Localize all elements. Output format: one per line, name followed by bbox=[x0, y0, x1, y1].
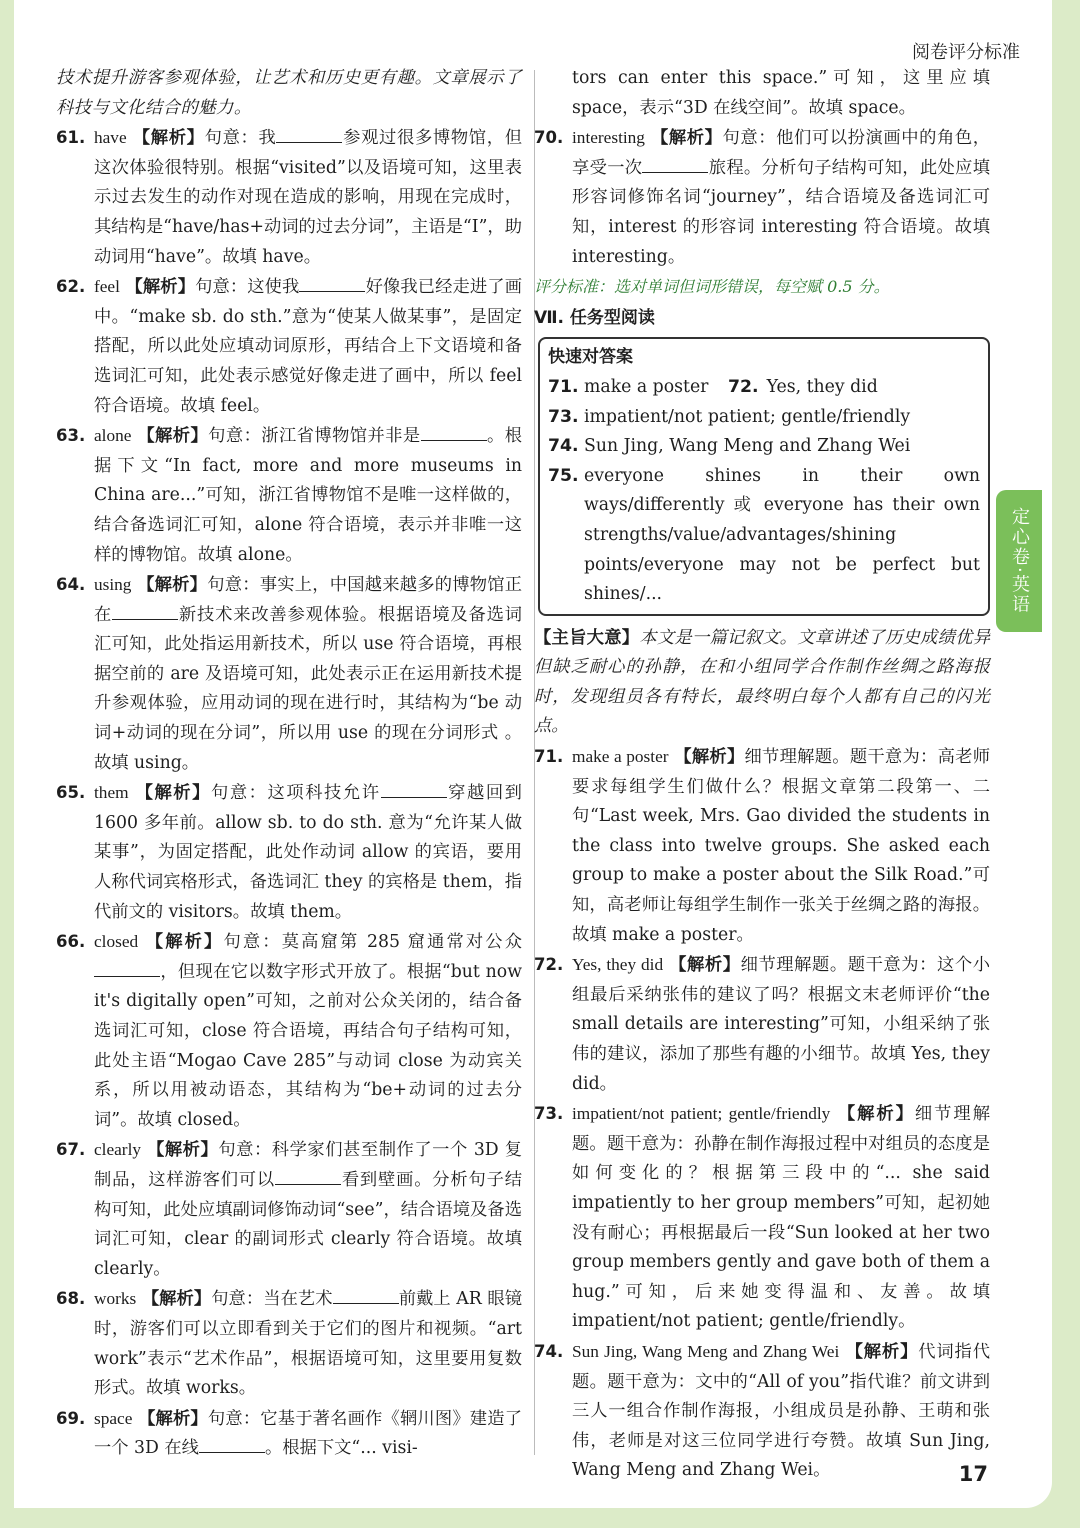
item-text: 细节理解题。题干意为：这个小组最后采纳张伟的建议了吗？根据文末老师评价“the small details are interesting”可知，小组采纳了张伟的建议，添加了那些有趣的小细节。故填 Yes, they did。 bbox=[572, 955, 990, 1094]
item-number: 69. bbox=[56, 1408, 86, 1428]
item-text: 代词指代题。题干意为：文中的“All of you”指代谁？前文讲到三人一组合作制作海报，小组成员是孙静、王萌和张伟，老师是对这三位同学进行夸赞。故填 Sun Jing, Wang Meng and Zhang Wei。 bbox=[572, 1341, 990, 1481]
right-items bbox=[534, 742, 990, 1486]
quick-answer-title: 快速对答案 bbox=[548, 347, 633, 368]
item-text-a: 句意：事实上，中国越来越多的博物馆正在 bbox=[94, 575, 522, 625]
left-column bbox=[56, 64, 522, 1464]
answer-item-66 bbox=[56, 927, 522, 1135]
quick-text: Yes, they did bbox=[766, 376, 878, 397]
item-answer: feel bbox=[94, 277, 120, 297]
analysis-tag: 【解析】 bbox=[145, 932, 224, 953]
item-text-b: 参观过很多博物馆，但这次体验很特别。根据“visited”以及语境可知，这里表示过去发生的动作对现在造成的影响，用现在完成时，其结构是“have/has+动词的过去分词”，主语是“I”，助动词用“have”。故填 have。 bbox=[94, 128, 522, 267]
item-number: 72. bbox=[534, 955, 564, 975]
answer-item-72 bbox=[534, 950, 990, 1099]
blank-line bbox=[112, 603, 178, 620]
item-number: 61. bbox=[56, 128, 86, 148]
quick-text: everyone shines in their own ways/differently 或 everyone has their own strengths/value/advantages/shining points/everyone may not be perfect but shines/... bbox=[584, 465, 980, 605]
analysis-tag: 【解析】 bbox=[845, 1341, 919, 1362]
item-answer: make a poster bbox=[572, 747, 669, 767]
item-text-a: 句意：这项科技允许 bbox=[211, 783, 381, 804]
item-answer: space bbox=[94, 1408, 133, 1428]
item-answer: closed bbox=[94, 932, 139, 952]
item-answer: using bbox=[94, 575, 132, 595]
quick-text: make a poster bbox=[584, 376, 709, 397]
quick-number: 72. bbox=[727, 376, 759, 397]
quick-answer-row bbox=[548, 462, 980, 610]
quick-number: 71. bbox=[548, 376, 579, 397]
item-text-b: 好像我已经走进了画中。“make sb. do sth.”意为“使某人做某事”，是固定搭配，所以此处应填动词原形，再结合上下文语境和备选词汇可知，此处表示感觉好像走进了画中，所以 feel 符合语境。故填 feel。 bbox=[94, 277, 522, 416]
item-answer: Yes, they did bbox=[572, 955, 664, 975]
blank-line bbox=[333, 1287, 399, 1304]
item-text: 细节理解题。题干意为：高老师要求每组学生们做什么？根据文章第二段第一、二句“Last week, Mrs. Gao divided the students in the class into twelve groups. She asked each group to make a poster about the Silk Road.”可知，高老师让每组学生制作一张关于丝绸之路的海报。故填 make a poster。 bbox=[572, 747, 990, 945]
analysis-tag: 【解析】 bbox=[141, 1289, 212, 1310]
item-answer: them bbox=[94, 783, 129, 803]
answer-item-74 bbox=[534, 1337, 990, 1486]
item-text-a: 句意：当在艺术 bbox=[211, 1289, 333, 1310]
quick-answer-row bbox=[548, 373, 980, 403]
quick-answer-row bbox=[548, 403, 980, 433]
item-text-b: 。根据下文“... visi- bbox=[264, 1438, 418, 1459]
blank-line bbox=[299, 275, 365, 292]
item-number: 68. bbox=[56, 1289, 86, 1309]
analysis-tag: 【解析】 bbox=[651, 128, 723, 149]
quick-number: 73. bbox=[548, 406, 579, 427]
item-text-b: 穿越回到 1600 多年前。allow sb. to do sth. 意为“允许某人做某事”，为固定搭配，此处作动词 allow 的宾语，要用人称代词宾格形式，备选词汇 they 的宾格是 them，指代前文的 visitors。故填 them。 bbox=[94, 783, 522, 922]
blank-line bbox=[276, 126, 342, 143]
item-answer: interesting bbox=[572, 128, 645, 148]
item-text-a: 句意：浙江省博物馆并非是 bbox=[208, 426, 421, 447]
item-text-b: 前戴上 AR 眼镜时，游客们可以立即看到关于它们的图片和视频。“art work”表示“艺术作品”，根据语境可知，这里要用复数形式。故填 works。 bbox=[94, 1289, 522, 1399]
item-answer: works bbox=[94, 1289, 137, 1309]
analysis-tag: 【解析】 bbox=[137, 575, 208, 596]
blank-line bbox=[642, 156, 708, 173]
scoring-standard: 评分标准：选对单词但词形错误，每空赋 0.5 分。 bbox=[534, 277, 890, 297]
analysis-tag: 【解析】 bbox=[132, 128, 205, 149]
analysis-tag: 【解析】 bbox=[674, 747, 745, 768]
blank-line bbox=[275, 1168, 341, 1185]
quick-answer-row bbox=[548, 432, 980, 462]
item-number: 63. bbox=[56, 426, 86, 446]
analysis-tag: 【解析】 bbox=[125, 277, 196, 298]
item-number: 73. bbox=[534, 1104, 564, 1124]
answer-item-69 bbox=[56, 1404, 522, 1464]
analysis-tag: 【解析】 bbox=[147, 1140, 219, 1161]
right-column bbox=[534, 64, 990, 1486]
blank-line bbox=[381, 781, 447, 798]
item-text-b: ，但现在它以数字形式开放了。根据“but now it's digitally open”可知，之前对公众关闭的，结合备选词汇可知，close 符合语境，再结合句子结构可知，此处主语“Mogao Cave 285”与动词 close 为动宾关系，所以用被动语态，其结构为“be+动词的过去分词”。故填 closed。 bbox=[94, 961, 522, 1130]
answer-item-68 bbox=[56, 1284, 522, 1403]
quick-number: 75. bbox=[548, 465, 579, 486]
page-number: 17 bbox=[958, 1462, 988, 1486]
answer-item-64 bbox=[56, 570, 522, 778]
analysis-tag: 【解析】 bbox=[137, 426, 209, 447]
main-idea-text: 本文是一篇记叙文。文章讲述了历史成绩优异但缺乏耐心的孙静，在和小组同学合作制作丝绸之路海报时，发现组员各有特长，最终明白每个人都有自己的闪光点。 bbox=[534, 627, 990, 737]
item-number: 66. bbox=[56, 932, 86, 952]
item-number: 67. bbox=[56, 1140, 86, 1160]
blank-line bbox=[199, 1436, 265, 1453]
item-text-a: 句意：它基于著名画作《辋川图》建造了一个 3D 在线 bbox=[94, 1408, 522, 1459]
quick-text: Sun Jing, Wang Meng and Zhang Wei bbox=[584, 436, 911, 457]
item-number: 65. bbox=[56, 783, 86, 803]
analysis-tag: 【解析】 bbox=[837, 1104, 915, 1125]
item-answer: impatient/not patient; gentle/friendly bbox=[572, 1104, 831, 1124]
item-text-b: 看到壁画。分析句子结构可知，此处应填副词修饰动词“see”，结合语境及备选词汇可知，clear 的副词形式 clearly 符合语境。故填 clearly。 bbox=[94, 1169, 522, 1279]
page-header: 阅卷评分标准 bbox=[912, 42, 1020, 63]
item-answer: have bbox=[94, 128, 127, 148]
main-idea bbox=[534, 624, 990, 742]
quick-number: 74. bbox=[548, 436, 579, 457]
side-tab: 定心卷·英语 bbox=[996, 490, 1042, 632]
analysis-tag: 【解析】 bbox=[135, 783, 211, 804]
item-number: 71. bbox=[534, 747, 564, 767]
item-text-a: 句意：科学家们甚至制作了一个 3D 复制品，这样游客们可以 bbox=[94, 1140, 522, 1190]
intro-text: 技术提升游客参观体验，让艺术和历史更有趣。文章展示了科技与文化结合的魅力。 bbox=[56, 68, 522, 118]
left-items bbox=[56, 123, 522, 1464]
blank-line bbox=[94, 960, 160, 977]
item-text: 细节理解题。题干意为：孙静在制作海报过程中对组员的态度是如何变化的？根据第三段中的“... she said impatiently to her group members”可知，起初她没有耐心；再根据最后一段“Sun looked at her two group members gently and gave both of them a hug.”可知，后来她变得温和、友善。故填 impatient/not patient; gentle/friendly。 bbox=[572, 1104, 990, 1332]
continuation-69: tors can enter this space.”可知，这里应填 space，表示“3D 在线空间”。故填 space。 bbox=[572, 68, 990, 118]
analysis-tag: 【解析】 bbox=[669, 955, 741, 976]
item-text-a: 句意：他们可以扮演画中的角色，享受一次 bbox=[572, 128, 990, 178]
answer-item-63 bbox=[56, 421, 522, 570]
quick-text: impatient/not patient; gentle/friendly bbox=[584, 406, 911, 427]
section-title: Ⅶ. 任务型阅读 bbox=[534, 307, 655, 328]
answer-item-62 bbox=[56, 272, 522, 421]
item-text-b: 新技术来改善参观体验。根据语境及备选词汇可知，此处指运用新技术，所以 use 符合语境，再根据空前的 are 及语境可知，此处表示正在运用新技术提升参观体验，应用动词的现在进行时，其结构为“be 动词+动词的现在分词”，所以用 use 的现在分词形式 。故填 using。 bbox=[94, 604, 522, 773]
item-text-a: 句意：这使我 bbox=[195, 277, 300, 298]
item-number: 64. bbox=[56, 575, 86, 595]
item-number: 70. bbox=[534, 128, 564, 148]
answer-item-65 bbox=[56, 778, 522, 927]
answer-item-67 bbox=[56, 1135, 522, 1284]
item-answer: alone bbox=[94, 426, 132, 446]
item-number: 74. bbox=[534, 1341, 564, 1361]
main-idea-tag: 【主旨大意】 bbox=[534, 627, 640, 648]
item-answer: clearly bbox=[94, 1140, 142, 1160]
answer-item-70 bbox=[534, 123, 990, 272]
item-answer: Sun Jing, Wang Meng and Zhang Wei bbox=[572, 1341, 840, 1361]
blank-line bbox=[421, 424, 487, 441]
item-text-a: 句意：莫高窟第 285 窟通常对公众 bbox=[223, 932, 522, 953]
item-text-a: 句意：我 bbox=[204, 128, 277, 149]
analysis-tag: 【解析】 bbox=[138, 1408, 208, 1429]
item-number: 62. bbox=[56, 277, 86, 297]
item-text-b: 旅程。分析句子结构可知，此处应填形容词修饰名词“journey”，结合语境及备选词汇可知，interest 的形容词 interesting 符合语境。故填 interesting。 bbox=[572, 157, 990, 267]
answer-item-61 bbox=[56, 123, 522, 272]
answer-item-73 bbox=[534, 1099, 990, 1337]
item-text-b: 。根据下文“In fact, more and more museums in China are...”可知，浙江省博物馆不是唯一这样做的，结合备选词汇可知，alone 符合语境，表示并非唯一这样的博物馆。故填 alone。 bbox=[94, 426, 522, 565]
answer-item-71 bbox=[534, 742, 990, 950]
quick-answer-box bbox=[538, 337, 990, 615]
